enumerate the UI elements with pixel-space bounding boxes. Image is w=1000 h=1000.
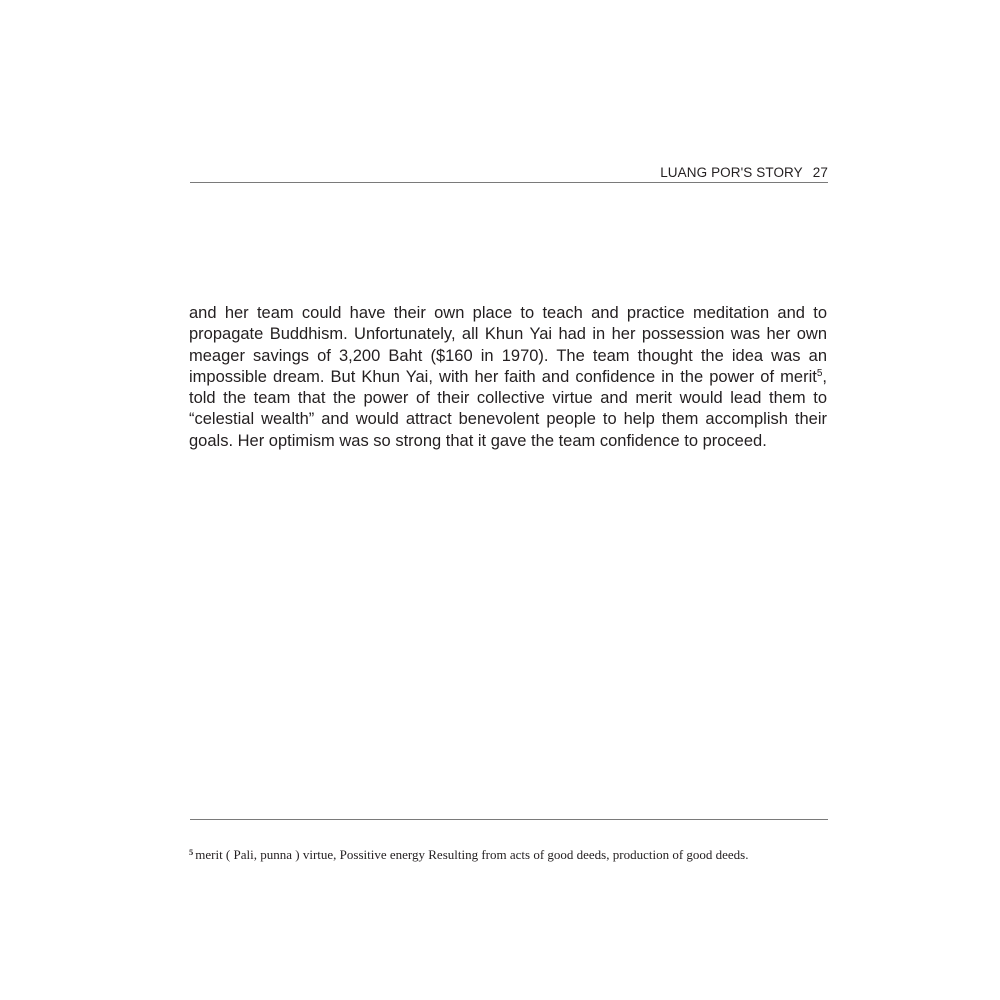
paragraph-line: goals. Her optimism was so strong that it gave the team confidence to proceed.: [189, 431, 767, 450]
chapter-title: LUANG POR'S STORY: [660, 165, 803, 180]
footnote-reference[interactable]: 5: [816, 367, 823, 379]
footnote-divider: [190, 819, 828, 820]
paragraph-line-text: impossible dream. But Khun Yai, with her faith and confidence in the power of merit: [189, 367, 817, 386]
comma: ,: [822, 367, 827, 386]
paragraph-line: told the team that the power of their collective virtue and merit would lead them to: [189, 389, 827, 408]
page-number: 27: [812, 165, 828, 180]
footnote-marker: 5: [189, 847, 194, 857]
paragraph-line: “celestial wealth” and would attract benevolent people to help them accomplish their: [189, 410, 827, 429]
paragraph-line: and her team could have their own place to teach and practice meditation and to: [189, 304, 827, 322]
paragraph-line: propagate Buddhism. Unfortunately, all Khun Yai had in her possession was her own: [189, 325, 827, 344]
paragraph-line-with-footnote: [189, 367, 827, 388]
running-header: [190, 163, 828, 183]
footnote: [189, 846, 829, 864]
body-paragraph: [189, 303, 827, 452]
footnote-text: merit ( Pali, punna ) virtue, Possitive energy Resulting from acts of good deeds, production of good deeds.: [195, 847, 749, 862]
paragraph-line: meager savings of 3,200 Baht ($160 in 1970). The team thought the idea was an: [189, 346, 827, 365]
